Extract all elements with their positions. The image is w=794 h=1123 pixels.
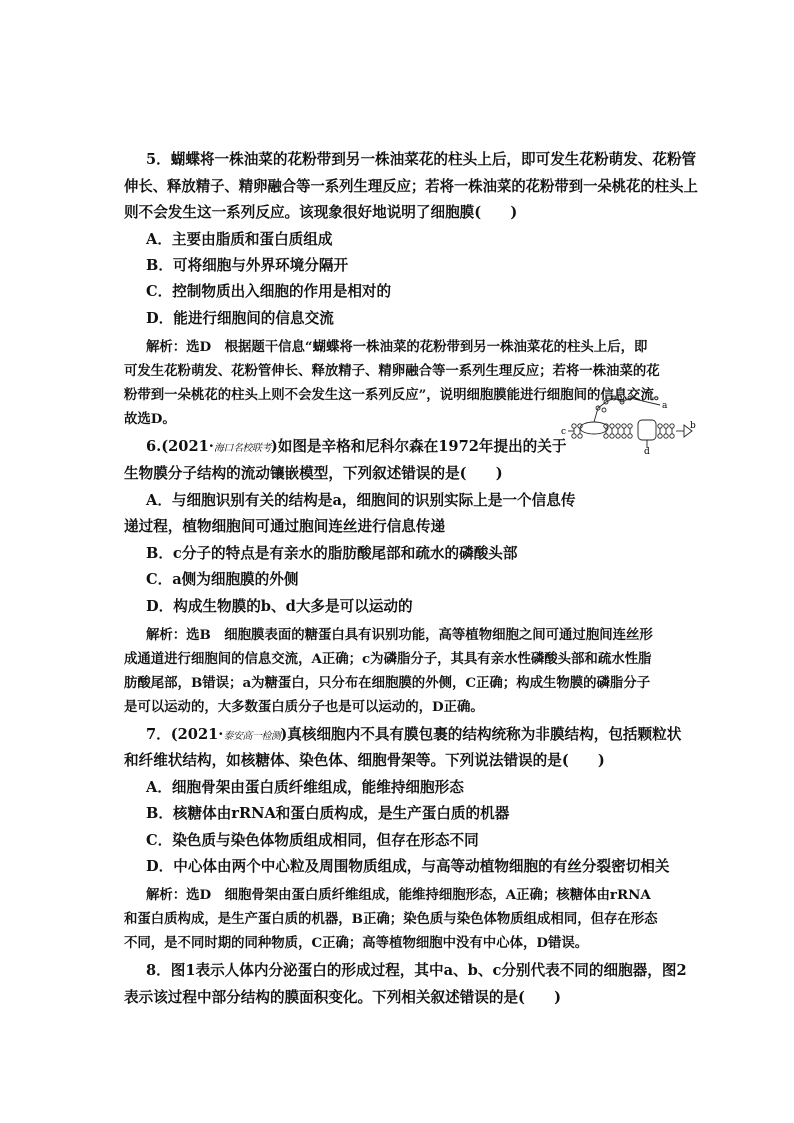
q7-analysis-line3: 不同，是不同时期的同种物质，C正确；高等植物细胞中没有中心体，D错误。 [124,935,589,951]
q5-analysis-line4: 故选D。 [124,411,176,427]
label-d: d [644,447,650,454]
q6-option-d: D．构成生物膜的b、d大多是可以运动的 [146,598,413,615]
q5-option-c: C．控制物质出入细胞的作用是相对的 [146,283,392,300]
q5-stem-line1: 5．蝴蝶将一株油菜的花粉带到另一株油菜花的柱头上后，即可发生花粉萌发、花粉管 [146,151,697,168]
q7-stem-text: )真核细胞内不具有膜包裹的结构统称为非膜结构，包括颗粒状 [280,726,682,743]
q6-source: 海口名校联考 [213,443,271,454]
q7-analysis-line1: 解析：选D 细胞骨架由蛋白质纤维组成，能维持细胞形态，A正确；核糖体由rRNA [146,887,651,903]
q5-analysis-line3: 粉带到一朵桃花的柱头上则不会发生这一系列反应”，说明细胞膜能进行细胞间的信息交流。 [124,387,668,403]
q6-option-c: C．a侧为细胞膜的外侧 [146,571,299,588]
membrane-model-figure [560,388,696,454]
q6-analysis-line1: 解析：选B 细胞膜表面的糖蛋白具有识别功能，高等植物细胞之间可通过胞间连丝形 [146,627,653,643]
q6-stem-text: )如图是辛格和尼科尔森在1972年提出的关于 [270,438,567,455]
q7-number: 7．(2021· [146,726,224,743]
protein-d [638,420,656,448]
q7-stem-line2: 和纤维状结构，如核糖体、染色体、细胞骨架等。下列说法错误的是( ) [124,752,605,769]
label-c: c [561,427,567,437]
q6-option-b: B．c分子的特点是有亲水的脂肪酸尾部和疏水的磷酸头部 [146,545,518,562]
q5-option-a: A．主要由脂质和蛋白质组成 [146,231,333,248]
q7-option-d: D．中心体由两个中心粒及周围物质组成，与高等动植物细胞的有丝分裂密切相关 [146,858,670,875]
phospholipid-bilayer [572,424,674,438]
q5-option-d: D．能进行细胞间的信息交流 [146,310,334,327]
q5-stem-line2: 伸长、释放精子、精卵融合等一系列生理反应；若将一株油菜的花粉带到一朵桃花的柱头上 [124,178,698,195]
q7-option-a: A．细胞骨架由蛋白质纤维组成，能维持细胞形态 [146,779,464,796]
q7-analysis-line2: 和蛋白质构成，是生产蛋白质的机器，B正确；染色质与染色体物质组成相同，但存在形态 [124,911,658,927]
q5-analysis-line1: 解析：选D 根据题干信息“蝴蝶将一株油菜的花粉带到另一株油菜花的柱头上后，即 [146,339,648,355]
q7-stem-line1 [146,726,681,746]
q6-analysis-line3: 肪酸尾部，B错误；a为糖蛋白，只分布在细胞膜的外侧，C正确；构成生物膜的磷脂分子 [124,675,651,691]
label-a: a [662,401,668,411]
q5-analysis-line2: 可发生花粉萌发、花粉管伸长、释放精子、精卵融合等一系列生理反应；若将一株油菜的花 [124,363,660,379]
q7-option-c: C．染色质与染色体物质组成相同，但存在形态不同 [146,832,479,849]
q5-stem-line3: 则不会发生这一系列反应。该现象很好地说明了细胞膜( ) [124,204,518,221]
q6-stem-line1 [146,438,566,458]
q6-analysis-line4: 是可以运动的，大多数蛋白质分子也是可以运动的，D正确。 [124,699,484,715]
label-b: b [690,421,696,431]
q6-number: 6.(2021· [146,438,214,455]
q6-stem-line2: 生物膜分子结构的流动镶嵌模型，下列叙述错误的是( ) [124,465,503,482]
glycoprotein-a [580,396,660,434]
q7-option-b: B．核糖体由rRNA和蛋白质构成，是生产蛋白质的机器 [146,805,510,822]
q6-analysis-line2: 成通道进行细胞间的信息交流，A正确；c为磷脂分子，其具有亲水性磷酸头部和疏水性脂 [124,651,652,667]
q5-option-b: B．可将细胞与外界环境分隔开 [146,257,349,274]
q6-option-a-line1: A．与细胞识别有关的结构是a，细胞间的识别实际上是一个信息传 [146,492,576,509]
q8-stem-line1: 8．图1表示人体内分泌蛋白的形成过程，其中a、b、c分别代表不同的细胞器，图2 [146,962,687,979]
q8-stem-line2: 表示该过程中部分结构的膜面积变化。下列相关叙述错误的是( ) [124,989,562,1006]
q6-option-a-line2: 递过程，植物细胞间可通过胞间连丝进行信息传递 [124,518,446,535]
q7-source: 泰安高一检测 [223,731,281,742]
